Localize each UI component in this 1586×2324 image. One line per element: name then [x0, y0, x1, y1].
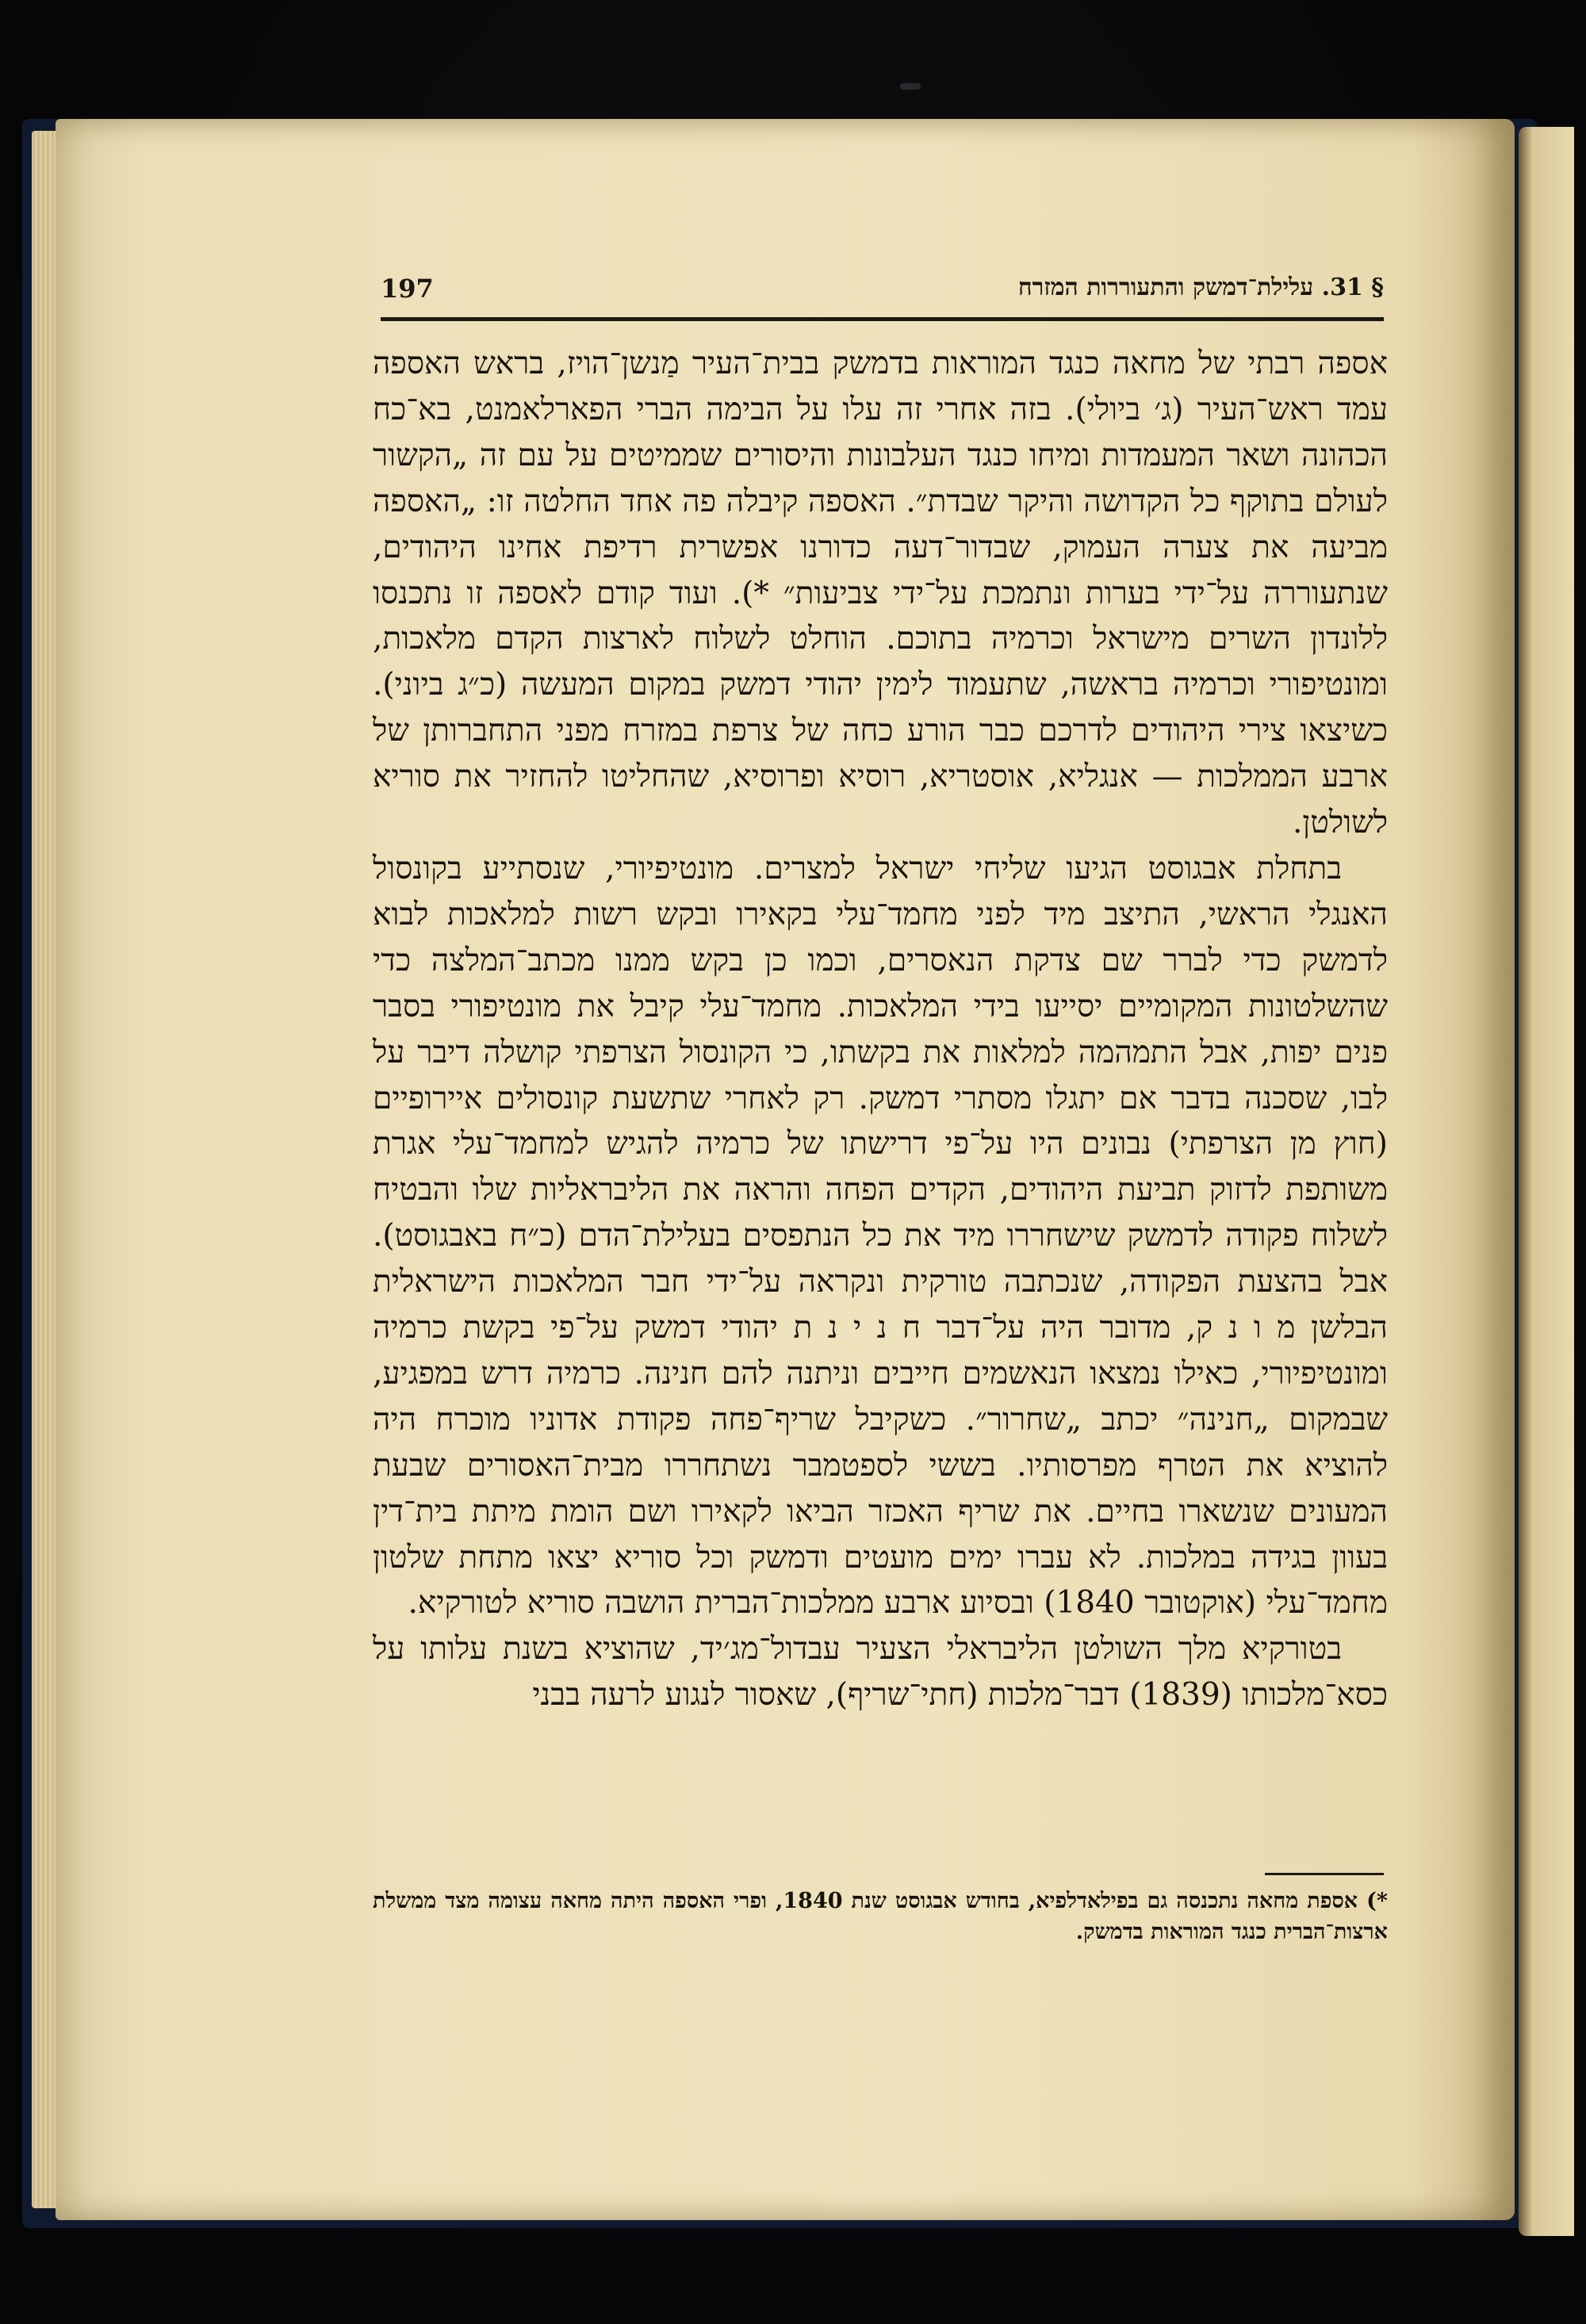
body-text: [373, 341, 1388, 1718]
facing-page-edge: [1519, 127, 1574, 2236]
scan-artifact-mark: [900, 83, 921, 90]
paragraph-1: אספה רבתי של מחאה כנגד המוראות בדמשק בבית־העיר מַנשן־הויז, בראש האספה עמד ראש־העיר (ג׳ ביולי). בזה אחרי זה עלו על הבימה הברי הפארלאמנט, בא־כח הכהונה ושאר המעמדות ומיחו כנגד העלבונות והיסורים שממיטים על עם זה „הקשור לעולם בתוקף כל הקדושה והיקר שבדת״. האספה קיבלה פה אחד החלטה זו: „האספה מביעה את צערה העמוק, שבדור־דעה כדורנו אפשרית רדיפת אחינו היהודים, שנתעוררה על־ידי בערות ונתמכת על־ידי צביעות״ *). ועוד קודם לאספה זו נתכנסו ללונדון השרים מישראל וכרמיה בתוכם. הוחלט לשלוח לארצות הקדם מלאכות, ומונטיפורי וכרמיה בראשה, שתעמוד לימין יהודי דמשק במקום המעשה (כ״ג ביוני). כשיצאו צירי היהודים לדרכם כבר הורע כחה של צרפת במזרח מפני התחברותן של ארבע הממלכות — אנגליא, אוסטריא, רוסיא ופרוסיא, שהחליטו להחזיר את סוריא לשולטן.: [373, 346, 1388, 841]
paragraph-3: בטורקיא מלך השולטן הליבראלי הצעיר עבדול־מג׳יד, שהוציא בשנת עלותו על כסא־מלכותו (1839) דבר־מלכות (חתי־שריף), שאסור לנגוע לרעה בבני: [373, 1631, 1388, 1713]
header-rule: [381, 317, 1384, 321]
page-number: 197: [381, 274, 434, 304]
footnote-text: אספת מחאה נתכנסה גם בפילאדלפיא, בחודש אבגוסט שנת 1840, ופרי האספה היתה מחאה עצומה מצד ממשלת ארצות־הברית כנגד המוראות בדמשק.: [373, 1889, 1388, 1944]
footnote-marker: *): [1366, 1889, 1388, 1913]
footnote: [373, 1886, 1388, 1947]
running-title: § 31. עלילת־דמשק והתעוררות המזרח: [1017, 274, 1384, 301]
footnote-rule: [1265, 1873, 1384, 1875]
paragraph-2: בתחלת אבגוסט הגיעו שליחי ישראל למצרים. מונטיפיורי, שנסתייע בקונסול האנגלי הראשי, התיצב מיד לפני מחמד־עלי בקאירו ובקש רשות למלאכות לבוא לדמשק כדי לברר שם צדקת הנאסרים, וכמו כן בקש ממנו מכתב־המלצה כדי שהשלטונות המקומיים יסייעו בידי המלאכות. מחמד־עלי קיבל את מונטיפורי בסבר פנים יפות, אבל התמהמה למלאות את בקשתו, כי הקונסול הצרפתי קושלה דיבר על לבו, שסכנה בדבר אם יתגלו מסתרי דמשק. רק לאחרי שתשעת קונסולים איירופיים (חוץ מן הצרפתי) נבונים היו על־פי דרישתו של כרמיה להגיש למחמד־עלי אגרת משותפת לדזוק תביעת היהודים, הקדים הפחה והראה את הליבראליות שלו והבטיח לשלוח פקודה לדמשק שישחררו מיד את כל הנתפסים בעלילת־הדם (כ״ח באבגוסט). אבל בהצעת הפקודה, שנכתבה טורקית ונקראה על־ידי חבר המלאכות הישראלית הבלשן מ ו נ ק, מדובר היה על־דבר ח נ י נ ת יהודי דמשק על־פי בקשת כרמיה ומונטיפיורי, כאילו נמצאו הנאשמים חייבים וניתנה להם חנינה. כרמיה דרש במפגיע, שבמקום „חנינה״ יכתב „שחרור״. כשקיבל שריף־פחה פקודת אדוניו מוכרח היה להוציא את הטרף מפרסותיו. בששי לספטמבר נשתחררו מבית־האסורים שבעת המעונים שנשארו בחיים. את שריף האכזר הביאו לקאירו ושם הומת מיתת בית־דין בעוון בגידה במלכות. לא עברו ימים מועטים ודמשק וכל סוריא יצאו מתחת שלטון מחמד־עלי (אוקטובר 1840) ובסיוע ארבע ממלכות־הברית הושבה סוריא לטורקיא.: [373, 850, 1388, 1621]
running-header: [381, 274, 1384, 313]
